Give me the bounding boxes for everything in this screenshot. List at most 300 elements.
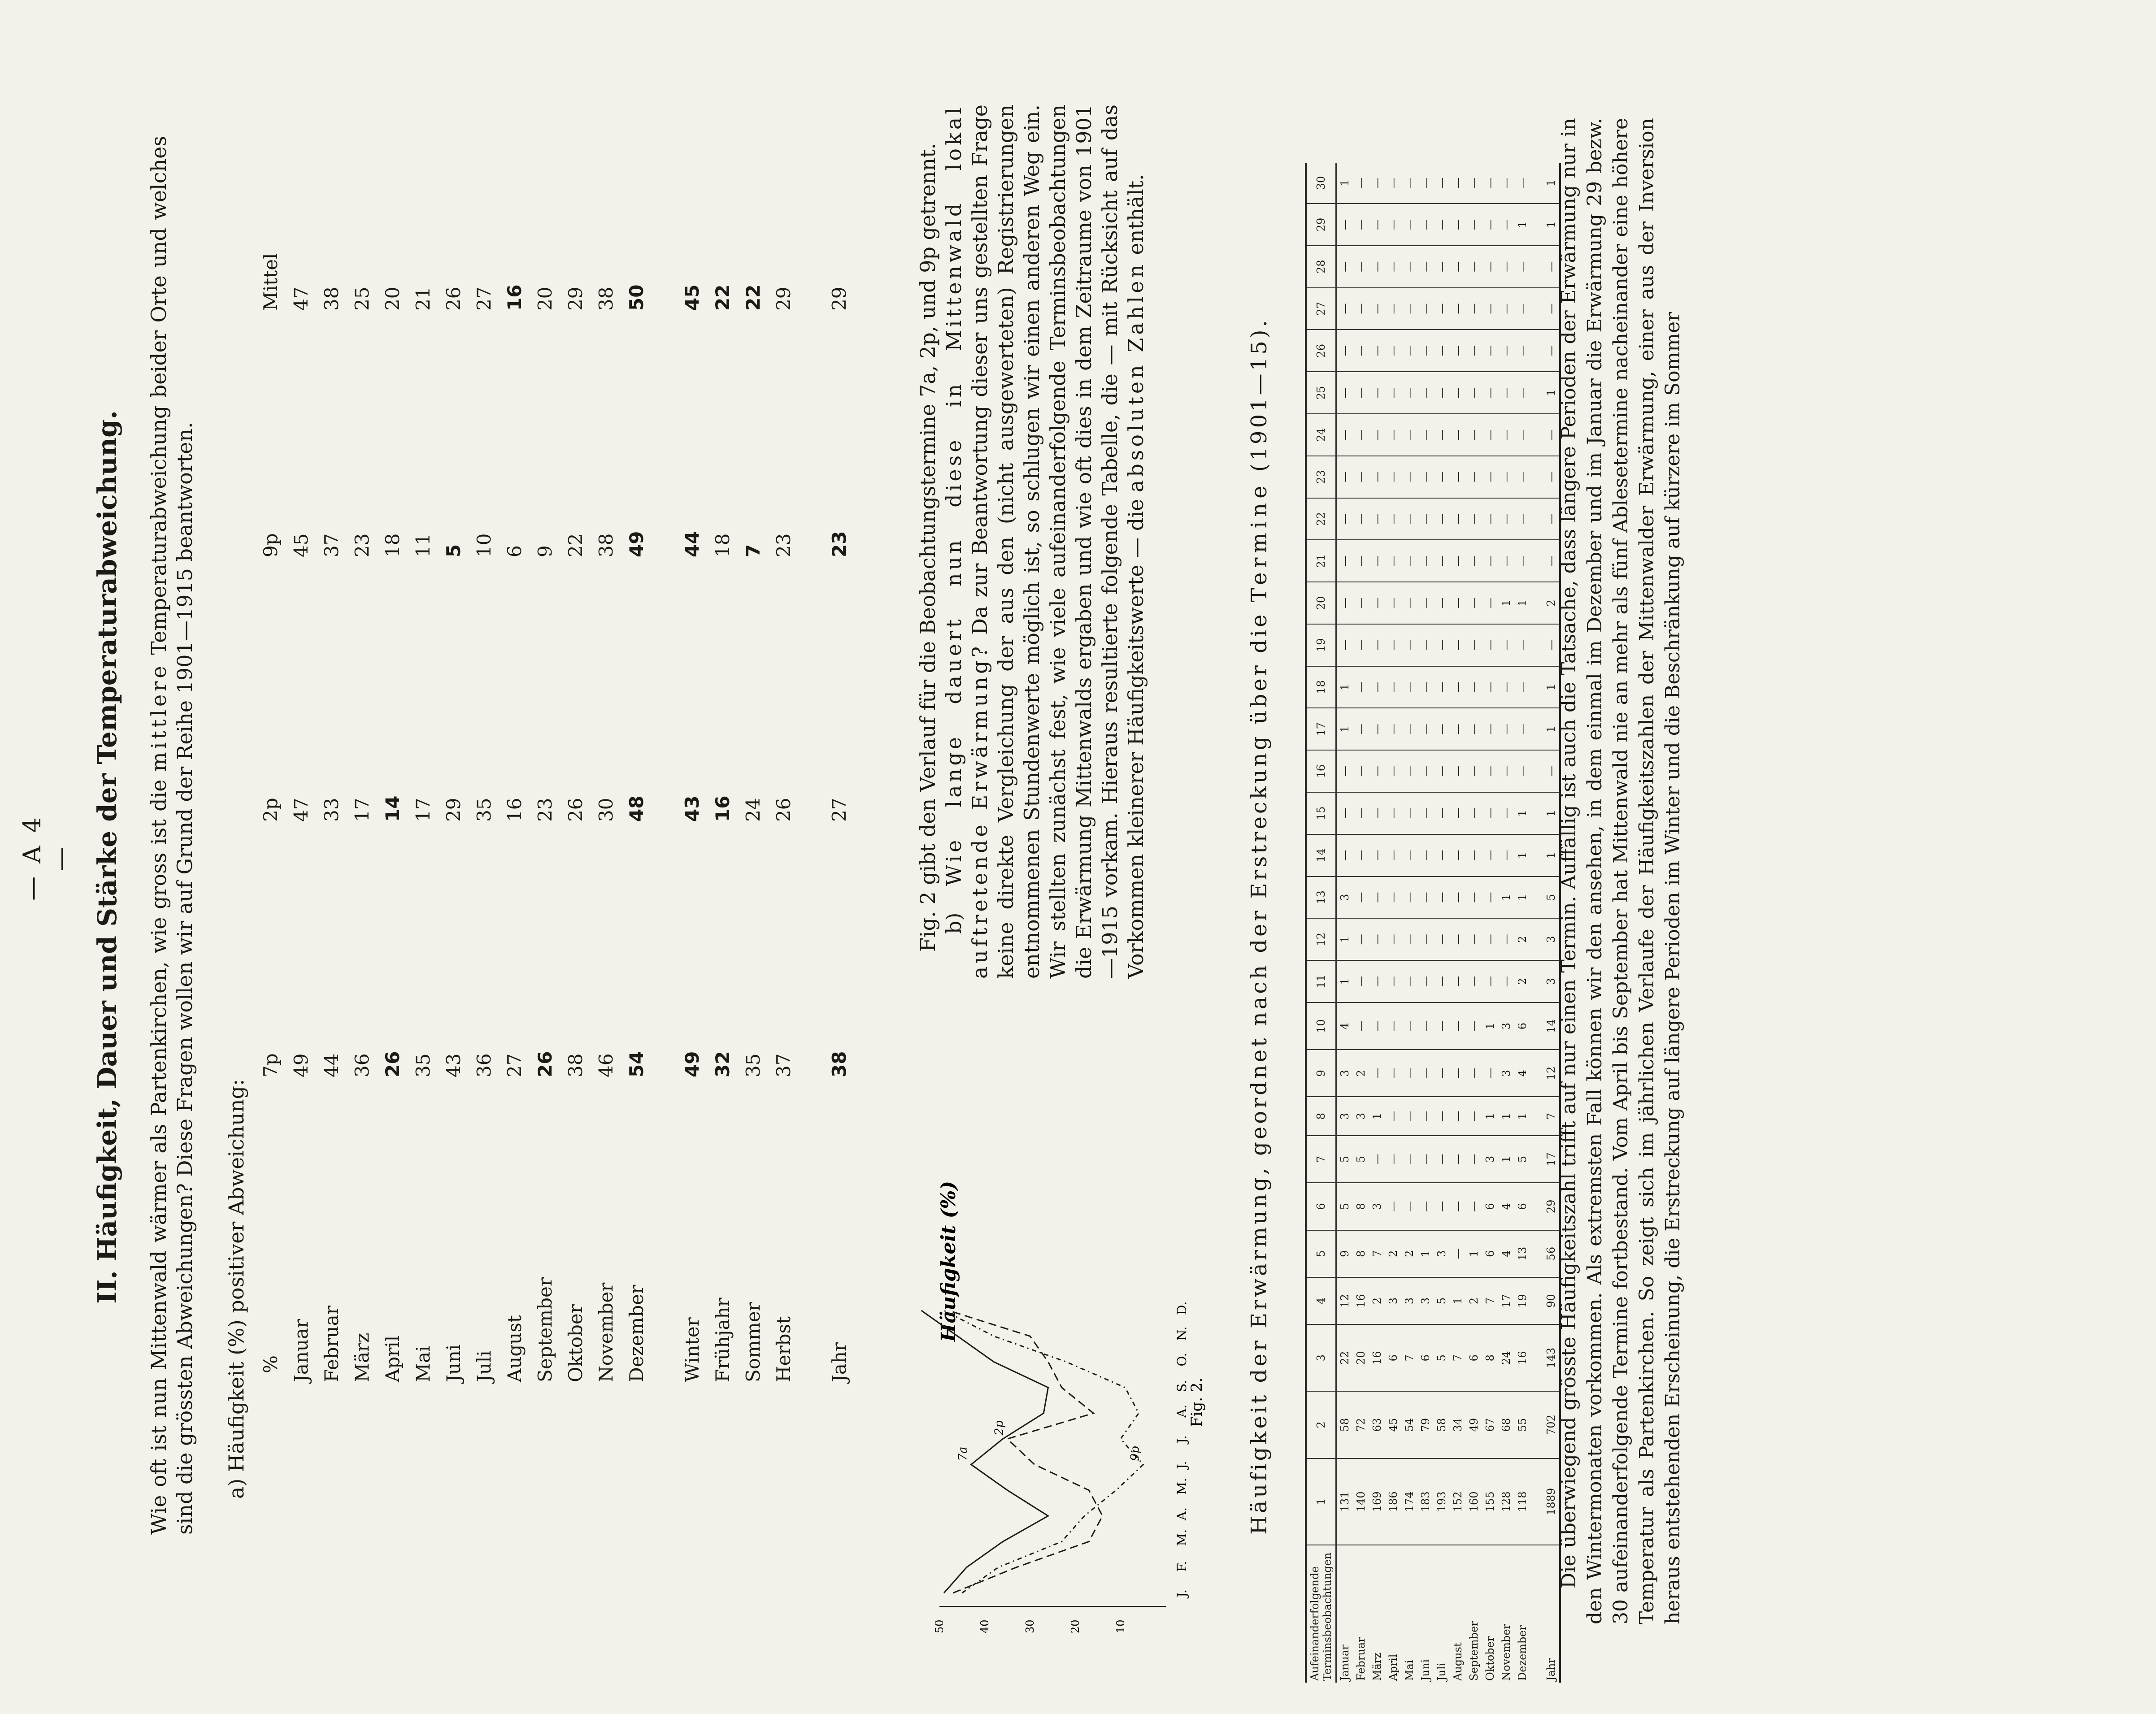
table-cell: 1 bbox=[1530, 792, 1560, 834]
table-cell: — bbox=[1336, 288, 1353, 330]
col-header: 5 bbox=[1306, 1230, 1336, 1277]
table-cell: 3 bbox=[1353, 1097, 1369, 1136]
table-cell: 3 bbox=[1482, 1136, 1498, 1183]
value-cell: 49 bbox=[290, 1053, 312, 1077]
value-cell: 37 bbox=[321, 533, 343, 557]
table-row bbox=[1466, 163, 1482, 1683]
table-cell: 17 bbox=[1530, 1136, 1560, 1183]
value-cell: 27 bbox=[828, 798, 850, 822]
table-cell: 2 bbox=[1514, 918, 1530, 960]
table-cell: — bbox=[1336, 540, 1353, 582]
page-number: — A 4 — bbox=[18, 815, 74, 901]
value-cell: 49 bbox=[681, 1051, 703, 1077]
month-label: September bbox=[534, 1277, 556, 1382]
table-cell: — bbox=[1466, 540, 1482, 582]
table-cell: — bbox=[1434, 582, 1450, 624]
table-cell: — bbox=[1401, 498, 1417, 540]
value-cell: 27 bbox=[504, 1053, 526, 1077]
table-cell: — bbox=[1369, 414, 1385, 456]
value-cell: 45 bbox=[290, 533, 312, 557]
table-cell: — bbox=[1434, 288, 1450, 330]
table-cell: 1 bbox=[1336, 708, 1353, 750]
unit-label: % bbox=[260, 1355, 282, 1373]
col-header: 13 bbox=[1306, 877, 1336, 919]
right-column-text bbox=[915, 104, 1149, 979]
table-cell: 17 bbox=[1498, 1277, 1514, 1324]
table-cell: — bbox=[1466, 1183, 1482, 1230]
row-label: November bbox=[1500, 1623, 1513, 1681]
col-7p bbox=[256, 1051, 855, 1077]
value-cell: 23 bbox=[773, 533, 795, 557]
section-b-marker: b) bbox=[942, 886, 966, 934]
table-cell: — bbox=[1401, 330, 1417, 372]
table-cell: — bbox=[1369, 1136, 1385, 1183]
table-cell: — bbox=[1530, 288, 1560, 330]
value-cell: 44 bbox=[321, 1053, 343, 1077]
table-cell: 45 bbox=[1385, 1391, 1401, 1458]
table-cell: — bbox=[1466, 456, 1482, 498]
table-cell: — bbox=[1482, 372, 1498, 414]
table-cell: — bbox=[1401, 288, 1417, 330]
table-cell: — bbox=[1336, 792, 1353, 834]
table-cell: — bbox=[1401, 540, 1417, 582]
table-cell: — bbox=[1417, 372, 1434, 414]
table-cell: — bbox=[1369, 582, 1385, 624]
table-cell: 19 bbox=[1514, 1277, 1530, 1324]
value-cell: 49 bbox=[626, 531, 648, 557]
table-cell: — bbox=[1450, 792, 1466, 834]
section-b-question: Wie lange dauert nun diese in Mittenwald lokal auftretende Erwärmung? bbox=[942, 104, 992, 979]
table-cell: — bbox=[1417, 414, 1434, 456]
col-mittel bbox=[256, 253, 855, 311]
table-cell: — bbox=[1369, 918, 1385, 960]
table-cell: — bbox=[1385, 204, 1401, 246]
value-cell: 22 bbox=[565, 533, 587, 557]
table-cell: — bbox=[1434, 414, 1450, 456]
table-cell: — bbox=[1482, 1050, 1498, 1097]
table-cell: 2 bbox=[1514, 960, 1530, 1002]
table-cell: 5 bbox=[1434, 1277, 1450, 1324]
x-tick-label: O. bbox=[1174, 1353, 1189, 1367]
table-cell: — bbox=[1482, 288, 1498, 330]
table-cell: — bbox=[1417, 1002, 1434, 1050]
value-cell: 33 bbox=[321, 798, 343, 822]
table-cell: 5 bbox=[1434, 1324, 1450, 1391]
table-cell: — bbox=[1450, 1097, 1466, 1136]
value-cell: 29 bbox=[443, 798, 465, 822]
table-cell: — bbox=[1336, 246, 1353, 288]
value-cell: 23 bbox=[351, 533, 373, 557]
table-row bbox=[1369, 163, 1385, 1683]
table-cell: — bbox=[1466, 498, 1482, 540]
table-cell: — bbox=[1401, 666, 1417, 708]
table-cell: 12 bbox=[1530, 1050, 1560, 1097]
x-tick-labels bbox=[1174, 1302, 1189, 1599]
table-cell: — bbox=[1417, 582, 1434, 624]
chart-title: Häufigkeit (%) bbox=[937, 1180, 960, 1342]
x-tick-label: J. bbox=[1174, 1461, 1189, 1469]
table-cell: — bbox=[1450, 498, 1466, 540]
table-cell: — bbox=[1450, 330, 1466, 372]
table-cell: — bbox=[1466, 624, 1482, 666]
table-cell: — bbox=[1353, 624, 1369, 666]
table-cell: 143 bbox=[1530, 1324, 1560, 1391]
table-cell: — bbox=[1530, 414, 1560, 456]
value-cell: 18 bbox=[382, 533, 404, 557]
table-cell: — bbox=[1385, 246, 1401, 288]
duration-table bbox=[1305, 163, 1561, 1683]
table-cell: — bbox=[1401, 246, 1417, 288]
x-tick-label: J. bbox=[1174, 1435, 1189, 1444]
table-cell: — bbox=[1450, 204, 1466, 246]
table-cell: — bbox=[1450, 624, 1466, 666]
col-header: 26 bbox=[1306, 330, 1336, 372]
table-cell: 3 bbox=[1434, 1230, 1450, 1277]
table-cell: — bbox=[1450, 708, 1466, 750]
value-cell: 50 bbox=[626, 284, 648, 311]
col-header: 22 bbox=[1306, 498, 1336, 540]
col-header: 7 bbox=[1306, 1136, 1336, 1183]
col-header: 14 bbox=[1306, 834, 1336, 877]
table-cell: — bbox=[1369, 624, 1385, 666]
table-cell: — bbox=[1353, 163, 1369, 204]
col-header: 21 bbox=[1306, 540, 1336, 582]
table-cell: — bbox=[1369, 498, 1385, 540]
table-cell: 6 bbox=[1482, 1183, 1498, 1230]
table-cell: 2 bbox=[1369, 1277, 1385, 1324]
table-cell: — bbox=[1482, 163, 1498, 204]
col-header: 4 bbox=[1306, 1277, 1336, 1324]
table-row bbox=[1417, 163, 1434, 1683]
table-caption bbox=[1247, 190, 1272, 1535]
table-cell: — bbox=[1417, 246, 1434, 288]
table-cell: — bbox=[1417, 624, 1434, 666]
table-cell: 5 bbox=[1514, 1136, 1530, 1183]
table-cell: — bbox=[1401, 163, 1417, 204]
table-cell: — bbox=[1385, 624, 1401, 666]
table-cell: — bbox=[1514, 750, 1530, 792]
col-header: 30 bbox=[1306, 163, 1336, 204]
table-cell: — bbox=[1466, 918, 1482, 960]
table-cell: 1 bbox=[1417, 1230, 1434, 1277]
table-cell: — bbox=[1369, 246, 1385, 288]
table-cell: — bbox=[1385, 1097, 1401, 1136]
table-cell: — bbox=[1466, 877, 1482, 919]
col-header: 28 bbox=[1306, 246, 1336, 288]
table-cell: 7 bbox=[1530, 1097, 1560, 1136]
col-header: 11 bbox=[1306, 960, 1336, 1002]
table-cell: — bbox=[1466, 1136, 1482, 1183]
table-cell: 1889 bbox=[1530, 1458, 1560, 1545]
table-cell: 1 bbox=[1530, 163, 1560, 204]
table-cell: 5 bbox=[1530, 877, 1560, 919]
value-cell: 25 bbox=[351, 286, 373, 311]
table-row bbox=[1401, 163, 1417, 1683]
table-cell: — bbox=[1482, 624, 1498, 666]
table-cell: — bbox=[1401, 204, 1417, 246]
table-cell: 29 bbox=[1530, 1183, 1560, 1230]
value-cell: 29 bbox=[828, 286, 850, 311]
section-title: II. Häufigkeit, Dauer und Stärke der Temperaturabweichung. bbox=[92, 410, 122, 1304]
table-cell: — bbox=[1450, 582, 1466, 624]
month-labels bbox=[256, 1277, 855, 1382]
table-cell: — bbox=[1417, 456, 1434, 498]
table-cell: — bbox=[1466, 163, 1482, 204]
table-cell: — bbox=[1353, 456, 1369, 498]
value-cell: 6 bbox=[504, 545, 526, 557]
table-cell: 183 bbox=[1417, 1458, 1434, 1545]
table-cell: — bbox=[1514, 456, 1530, 498]
table-cell: — bbox=[1417, 1050, 1434, 1097]
table-cell: 4 bbox=[1498, 1183, 1514, 1230]
col-header: 23 bbox=[1306, 456, 1336, 498]
month-label: August bbox=[504, 1315, 526, 1382]
table-cell: — bbox=[1482, 708, 1498, 750]
value-cell: 18 bbox=[712, 533, 734, 557]
month-label: Januar bbox=[290, 1319, 312, 1382]
col-header: 10 bbox=[1306, 1002, 1336, 1050]
table-cell: — bbox=[1353, 960, 1369, 1002]
table-cell: — bbox=[1353, 750, 1369, 792]
month-label: Juli bbox=[473, 1350, 495, 1382]
closing-paragraph: Die überwiegend grösste Häufigkeitszahl trifft auf nur einen Termin. Auffällig ist auch die Tatsache, dass längere Perioden der Erwärmung nur in den Wintermonaten vorkommen. Als extremsten Fall können wir den ansehen, in dem einmal im Dezember und im Januar die Erwärmung 29 bezw. 30 aufeinanderfolgende Termine fortbestand. Vom April bis September hat Mittenwald nie an mehr als fünf Ablesetermine nacheinander eine höhere Temperatur als Partenkirchen. So zeigt sich im jährlichen Verlaufe der Häufigkeitszahlen der Mittenwalder Erwärmung, einer aus der Inversion heraus entstehenden Erscheinung, die Erstreckung auf längere Perioden im Winter und die Beschränkung auf kürzere im Sommer bbox=[1557, 118, 1684, 1624]
table-cell: 1 bbox=[1514, 877, 1530, 919]
value-cell: 37 bbox=[773, 1053, 795, 1077]
table-cell: — bbox=[1498, 750, 1514, 792]
table-cell: 3 bbox=[1530, 918, 1560, 960]
table-cell: — bbox=[1336, 414, 1353, 456]
table-cell: 1 bbox=[1514, 204, 1530, 246]
table-cell: — bbox=[1434, 834, 1450, 877]
table-cell: — bbox=[1514, 414, 1530, 456]
table-cell: 1 bbox=[1466, 1230, 1482, 1277]
table-cell: 4 bbox=[1336, 1002, 1353, 1050]
value-cell: 32 bbox=[712, 1051, 734, 1077]
table-cell: 8 bbox=[1482, 1324, 1498, 1391]
value-cell: 17 bbox=[351, 798, 373, 822]
table-cell: 7 bbox=[1482, 1277, 1498, 1324]
col-header: 19 bbox=[1306, 624, 1336, 666]
table-cell: — bbox=[1466, 1050, 1482, 1097]
table-cell: — bbox=[1417, 960, 1434, 1002]
table-cell: 1 bbox=[1530, 834, 1560, 877]
table-row bbox=[1514, 163, 1530, 1683]
table-cell: — bbox=[1417, 918, 1434, 960]
table-cell: — bbox=[1336, 330, 1353, 372]
table-cell: — bbox=[1466, 372, 1482, 414]
table-cell: 5 bbox=[1353, 1136, 1369, 1183]
table-cell: — bbox=[1530, 750, 1560, 792]
col-header: 15 bbox=[1306, 792, 1336, 834]
table-cell: — bbox=[1385, 877, 1401, 919]
table-cell: 55 bbox=[1514, 1391, 1530, 1458]
table-cell: — bbox=[1450, 1230, 1466, 1277]
table-cell: 2 bbox=[1466, 1277, 1482, 1324]
table-cell: — bbox=[1401, 918, 1417, 960]
table-cell: — bbox=[1434, 1136, 1450, 1183]
y-tick-labels bbox=[933, 1619, 1127, 1633]
table-cell: — bbox=[1369, 372, 1385, 414]
table-cell: — bbox=[1482, 918, 1498, 960]
table-cell: — bbox=[1450, 1136, 1466, 1183]
table-cell: — bbox=[1369, 834, 1385, 877]
table-cell: — bbox=[1450, 163, 1466, 204]
value-cell: 24 bbox=[742, 798, 764, 822]
value-cell: 9 bbox=[534, 545, 556, 557]
intro-paragraph bbox=[146, 136, 198, 1535]
value-cell: 26 bbox=[382, 1051, 404, 1077]
table-cell: — bbox=[1498, 918, 1514, 960]
value-cell: 26 bbox=[534, 1051, 556, 1077]
table-cell: — bbox=[1514, 666, 1530, 708]
table-cell: — bbox=[1417, 750, 1434, 792]
table-cell: — bbox=[1353, 204, 1369, 246]
table-cell: 22 bbox=[1336, 1324, 1353, 1391]
table-cell: — bbox=[1401, 372, 1417, 414]
table-cell: 1 bbox=[1514, 834, 1530, 877]
value-cell: 38 bbox=[595, 533, 617, 557]
table-cell: 8 bbox=[1353, 1183, 1369, 1230]
table-row bbox=[1498, 163, 1514, 1683]
season-label: Sommer bbox=[742, 1302, 764, 1382]
table-cell: — bbox=[1498, 498, 1514, 540]
table-cell: 1 bbox=[1514, 582, 1530, 624]
table-cell: 7 bbox=[1369, 1230, 1385, 1277]
table-cell: 16 bbox=[1353, 1277, 1369, 1324]
table-cell: — bbox=[1434, 163, 1450, 204]
table-cell: 63 bbox=[1369, 1391, 1385, 1458]
table-cell: — bbox=[1336, 204, 1353, 246]
table-cell: — bbox=[1498, 163, 1514, 204]
table-cell: — bbox=[1498, 246, 1514, 288]
table-cell: — bbox=[1385, 540, 1401, 582]
table-cell: — bbox=[1498, 372, 1514, 414]
col-2p bbox=[256, 796, 855, 822]
table-cell: — bbox=[1466, 246, 1482, 288]
table-cell: 5 bbox=[1336, 1136, 1353, 1183]
month-label: Mai bbox=[412, 1345, 434, 1382]
table-cell: — bbox=[1434, 624, 1450, 666]
value-cell: 35 bbox=[473, 798, 495, 822]
figure-2 bbox=[924, 1041, 1206, 1651]
table-cell: 3 bbox=[1336, 1097, 1353, 1136]
table-cell: 1 bbox=[1530, 708, 1560, 750]
table-cell: — bbox=[1369, 960, 1385, 1002]
table-cell: — bbox=[1369, 666, 1385, 708]
table-cell: — bbox=[1401, 960, 1417, 1002]
section-b-paragraph bbox=[941, 104, 1149, 979]
table-cell: — bbox=[1417, 792, 1434, 834]
table-cell: — bbox=[1353, 414, 1369, 456]
table-cell: 56 bbox=[1530, 1230, 1560, 1277]
month-label: April bbox=[382, 1335, 404, 1382]
table-cell: — bbox=[1369, 708, 1385, 750]
col-header: 25 bbox=[1306, 372, 1336, 414]
table-cell: — bbox=[1482, 960, 1498, 1002]
series-label: 2p bbox=[992, 1420, 1006, 1436]
table-cell: — bbox=[1369, 1002, 1385, 1050]
table-cell: — bbox=[1385, 708, 1401, 750]
x-tick-label: S. bbox=[1174, 1380, 1189, 1392]
table-cell: 3 bbox=[1417, 1277, 1434, 1324]
table-cell: — bbox=[1369, 288, 1385, 330]
col-header: 16 bbox=[1306, 750, 1336, 792]
value-cell: 46 bbox=[595, 1053, 617, 1077]
value-cell: 35 bbox=[742, 1053, 764, 1077]
table-cell: — bbox=[1401, 834, 1417, 877]
table-cell: — bbox=[1434, 708, 1450, 750]
table-cell: — bbox=[1450, 918, 1466, 960]
table-cell: — bbox=[1450, 960, 1466, 1002]
row-label: August bbox=[1452, 1642, 1464, 1681]
value-cell: 26 bbox=[773, 798, 795, 822]
table-row bbox=[1385, 163, 1401, 1683]
table-cell: — bbox=[1498, 456, 1514, 498]
table-cell: 174 bbox=[1401, 1458, 1417, 1545]
table-cell: 3 bbox=[1530, 960, 1560, 1002]
row-label: September bbox=[1468, 1621, 1480, 1681]
x-tick-label: M. bbox=[1174, 1478, 1189, 1495]
table-cell: — bbox=[1385, 582, 1401, 624]
table-cell: — bbox=[1434, 204, 1450, 246]
table-cell: — bbox=[1353, 498, 1369, 540]
col-header: 2p bbox=[260, 798, 282, 822]
table-cell: 6 bbox=[1482, 1230, 1498, 1277]
col-9p bbox=[256, 531, 855, 557]
table-cell: — bbox=[1417, 163, 1434, 204]
col-header: 18 bbox=[1306, 666, 1336, 708]
table-cell: — bbox=[1450, 666, 1466, 708]
value-cell: 47 bbox=[290, 798, 312, 822]
table-cell: 1 bbox=[1498, 1097, 1514, 1136]
table-cell: 1 bbox=[1530, 204, 1560, 246]
table-cell: 7 bbox=[1450, 1324, 1466, 1391]
table-cell: 128 bbox=[1498, 1458, 1514, 1545]
table-cell: — bbox=[1450, 456, 1466, 498]
table-cell: — bbox=[1514, 708, 1530, 750]
table-cell: — bbox=[1482, 750, 1498, 792]
month-label: November bbox=[595, 1282, 617, 1382]
x-tick-label: D. bbox=[1174, 1301, 1189, 1315]
season-label: Frühjahr bbox=[712, 1297, 734, 1382]
table-cell: — bbox=[1514, 163, 1530, 204]
table-cell: — bbox=[1434, 1050, 1450, 1097]
month-label: Dezember bbox=[626, 1284, 648, 1382]
month-label: März bbox=[351, 1332, 373, 1382]
frequency-heading: a) Häufigkeit (%) positiver Abweichung: bbox=[224, 1079, 248, 1499]
y-tick-label: 10 bbox=[1114, 1619, 1127, 1633]
table-cell: 14 bbox=[1530, 1002, 1560, 1050]
y-tick-label: 50 bbox=[933, 1619, 946, 1633]
table-cell: — bbox=[1514, 288, 1530, 330]
table-cell: 90 bbox=[1530, 1277, 1560, 1324]
season-label: Herbst bbox=[773, 1316, 795, 1382]
row-header-label: Aufeinanderfolgende Terminsbeobachtungen bbox=[1308, 1552, 1334, 1681]
value-cell: 27 bbox=[473, 286, 495, 311]
table-cell: — bbox=[1401, 708, 1417, 750]
intro-text-1: Wie oft ist nun Mittenwald wärmer als Partenkirchen, wie gross ist die bbox=[147, 771, 171, 1535]
table-cell: — bbox=[1434, 750, 1450, 792]
table-cell: 1 bbox=[1482, 1002, 1498, 1050]
table-cell: 4 bbox=[1498, 1230, 1514, 1277]
table-cell: — bbox=[1498, 204, 1514, 246]
table-cell: — bbox=[1369, 877, 1385, 919]
table-cell: — bbox=[1498, 960, 1514, 1002]
value-cell: 38 bbox=[565, 1053, 587, 1077]
table-cell: — bbox=[1401, 750, 1417, 792]
section-b-emphasis: absoluten Zahlen bbox=[1124, 261, 1148, 493]
value-cell: 26 bbox=[565, 798, 587, 822]
